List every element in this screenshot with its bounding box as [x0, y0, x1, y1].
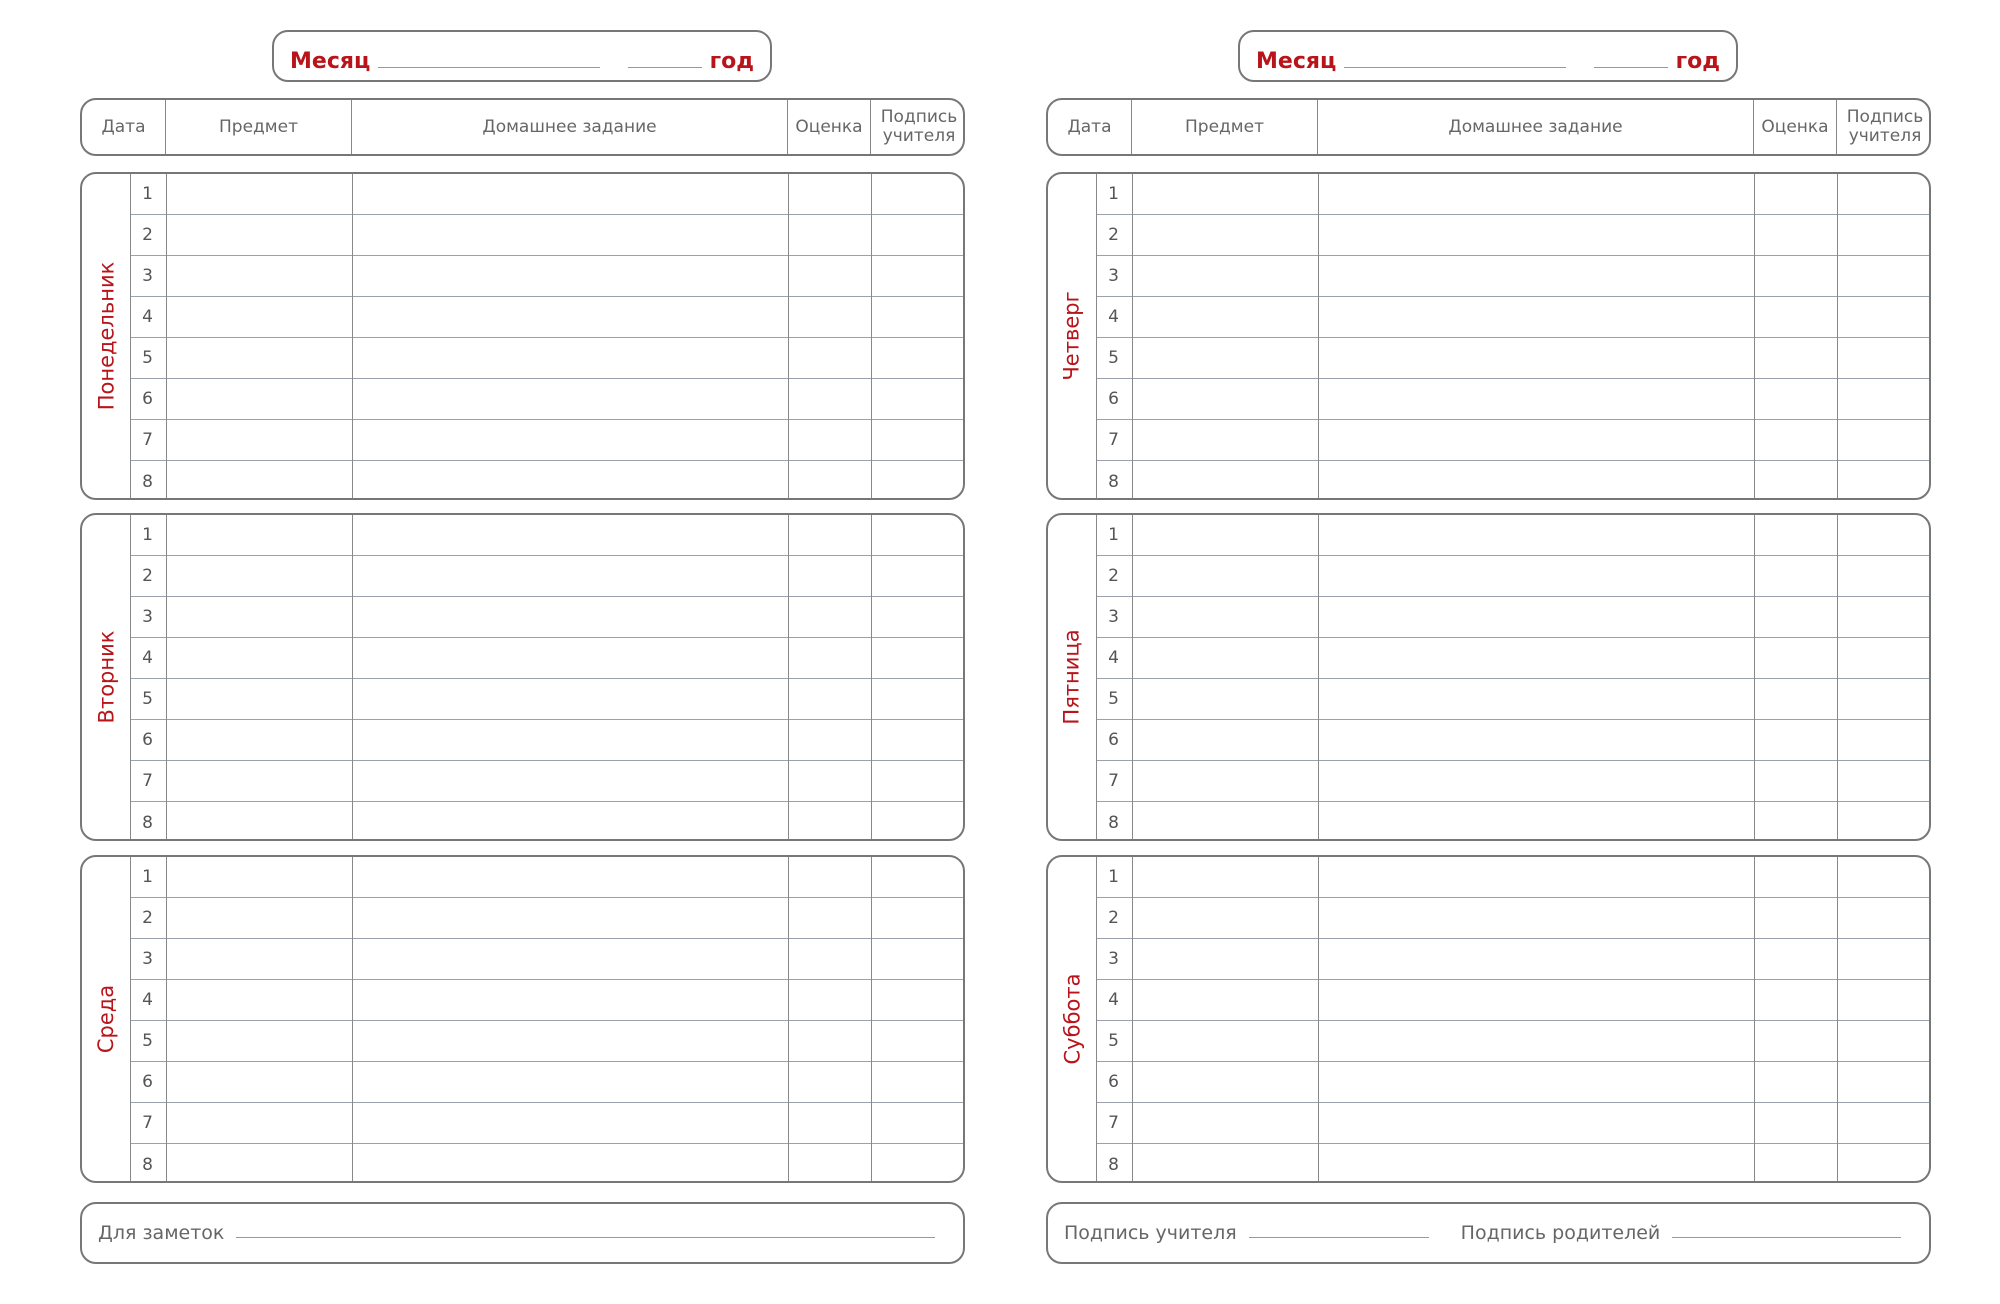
lesson-row[interactable]: [130, 174, 963, 215]
header-homework: Домашнее задание: [352, 100, 788, 154]
lesson-number: 5: [142, 1031, 153, 1051]
lesson-row[interactable]: [130, 761, 963, 802]
lesson-row[interactable]: [1096, 556, 1929, 597]
lesson-row[interactable]: [130, 379, 963, 420]
lesson-number: 2: [142, 908, 153, 928]
day-label: [1048, 857, 1096, 1181]
day-name: Среда: [94, 984, 118, 1054]
grade-column-line: [871, 857, 872, 1181]
subject-column-line: [352, 515, 353, 839]
lesson-number: 7: [1108, 771, 1119, 791]
lesson-row[interactable]: [130, 461, 963, 500]
subject-column-line: [352, 174, 353, 498]
header-date: Дата: [82, 100, 166, 154]
lesson-grid: [1096, 857, 1929, 1181]
lesson-row[interactable]: [130, 338, 963, 379]
lesson-number: 7: [142, 771, 153, 791]
lesson-number: 5: [1108, 348, 1119, 368]
lesson-row[interactable]: [130, 420, 963, 461]
lesson-number: 7: [1108, 430, 1119, 450]
day-block: [80, 855, 965, 1183]
lesson-number: 1: [142, 184, 153, 204]
signatures-box: [1046, 1202, 1931, 1264]
date-column-line: [130, 174, 131, 498]
subject-column-line: [352, 857, 353, 1181]
lesson-row[interactable]: [130, 679, 963, 720]
lesson-row[interactable]: [1096, 1021, 1929, 1062]
lesson-number: 8: [142, 1154, 153, 1175]
year-label: год: [709, 49, 754, 74]
date-column-line: [1096, 515, 1097, 839]
right-page: [1000, 0, 2000, 1304]
day-block: [1046, 172, 1931, 500]
year-input-line[interactable]: [628, 67, 702, 68]
lesson-row[interactable]: [130, 638, 963, 679]
teacher-signature-line[interactable]: [1249, 1237, 1429, 1238]
lesson-row[interactable]: [1096, 461, 1929, 500]
lesson-row[interactable]: [1096, 215, 1929, 256]
date-column-line: [130, 857, 131, 1181]
grade-column-line: [871, 174, 872, 498]
teacher-signature-label: Подпись учителя: [1064, 1222, 1237, 1244]
date-column-line: [130, 515, 131, 839]
lesson-number: 4: [142, 307, 153, 327]
lesson-number: 1: [142, 867, 153, 887]
lesson-number: 5: [142, 348, 153, 368]
lesson-row[interactable]: [1096, 802, 1929, 841]
lesson-number: 5: [1108, 1031, 1119, 1051]
lesson-number: 5: [1108, 689, 1119, 709]
lesson-number: 8: [1108, 1154, 1119, 1175]
year-input-line[interactable]: [1594, 67, 1668, 68]
lesson-row[interactable]: [1096, 720, 1929, 761]
lesson-number: 8: [142, 471, 153, 492]
lesson-row[interactable]: [130, 297, 963, 338]
lesson-number: 8: [1108, 812, 1119, 833]
grade-column-line: [1837, 515, 1838, 839]
lesson-row[interactable]: [130, 898, 963, 939]
homework-column-line: [1754, 174, 1755, 498]
lesson-row[interactable]: [1096, 857, 1929, 898]
day-label: [1048, 174, 1096, 498]
lesson-number: 3: [142, 607, 153, 627]
lesson-row[interactable]: [1096, 1103, 1929, 1144]
lesson-row[interactable]: [130, 720, 963, 761]
header-grade: Оценка: [1754, 100, 1837, 154]
lesson-number: 7: [142, 430, 153, 450]
lesson-row[interactable]: [130, 980, 963, 1021]
lesson-row[interactable]: [130, 256, 963, 297]
lesson-number: 4: [142, 990, 153, 1010]
day-block: [80, 172, 965, 500]
lesson-number: 5: [142, 689, 153, 709]
lesson-row[interactable]: [1096, 898, 1929, 939]
table-header: [80, 98, 965, 156]
lesson-row[interactable]: [1096, 420, 1929, 461]
lesson-number: 3: [1108, 266, 1119, 286]
number-column-line: [166, 857, 167, 1181]
number-column-line: [1132, 174, 1133, 498]
lesson-number: 2: [1108, 225, 1119, 245]
lesson-number: 2: [142, 225, 153, 245]
lesson-number: 6: [1108, 1072, 1119, 1092]
day-name: Понедельник: [94, 261, 118, 411]
lesson-number: 1: [1108, 184, 1119, 204]
date-column-line: [1096, 174, 1097, 498]
lesson-number: 6: [142, 730, 153, 750]
lesson-row[interactable]: [1096, 1062, 1929, 1103]
grade-column-line: [1837, 174, 1838, 498]
lesson-row[interactable]: [1096, 679, 1929, 720]
lesson-number: 4: [1108, 648, 1119, 668]
table-header: [1046, 98, 1931, 156]
header-date: Дата: [1048, 100, 1132, 154]
lesson-grid: [130, 174, 963, 498]
number-column-line: [166, 174, 167, 498]
lesson-number: 1: [1108, 525, 1119, 545]
notes-box: [80, 1202, 965, 1264]
parent-signature-line[interactable]: [1672, 1237, 1901, 1238]
lesson-row[interactable]: [130, 515, 963, 556]
lesson-row[interactable]: [130, 1103, 963, 1144]
lesson-grid: [1096, 515, 1929, 839]
lesson-number: 2: [142, 566, 153, 586]
lesson-number: 4: [1108, 990, 1119, 1010]
lesson-number: 1: [142, 525, 153, 545]
month-input-line[interactable]: [378, 67, 599, 68]
lesson-number: 1: [1108, 867, 1119, 887]
day-name: Вторник: [94, 630, 119, 724]
lesson-number: 6: [1108, 730, 1119, 750]
lesson-number: 6: [142, 1072, 153, 1092]
lesson-row[interactable]: [1096, 515, 1929, 556]
lesson-row[interactable]: [1096, 256, 1929, 297]
subject-column-line: [1318, 857, 1319, 1181]
lesson-row[interactable]: [130, 1021, 963, 1062]
notes-label: Для заметок: [98, 1222, 225, 1244]
grade-column-line: [1837, 857, 1838, 1181]
day-name: Пятница: [1060, 629, 1085, 725]
day-name: Суббота: [1060, 973, 1085, 1065]
lesson-number: 7: [142, 1113, 153, 1133]
lesson-number: 3: [142, 949, 153, 969]
homework-column-line: [1754, 515, 1755, 839]
lesson-row[interactable]: [1096, 379, 1929, 420]
month-input-line[interactable]: [1344, 67, 1565, 68]
lesson-row[interactable]: [130, 556, 963, 597]
day-block: [1046, 513, 1931, 841]
header-subject: Предмет: [166, 100, 352, 154]
month-label: Месяц: [1256, 49, 1337, 74]
lesson-row[interactable]: [130, 597, 963, 638]
lesson-grid: [1096, 174, 1929, 498]
year-label: год: [1675, 49, 1720, 74]
lesson-number: 4: [142, 648, 153, 668]
lesson-row[interactable]: [130, 857, 963, 898]
lesson-number: 2: [1108, 908, 1119, 928]
lesson-row[interactable]: [130, 1062, 963, 1103]
lesson-grid: [130, 515, 963, 839]
lesson-row[interactable]: [130, 1144, 963, 1183]
lesson-number: 3: [1108, 607, 1119, 627]
day-label: [82, 174, 130, 498]
lesson-number: 8: [1108, 471, 1119, 492]
lesson-number: 2: [1108, 566, 1119, 586]
lesson-row[interactable]: [1096, 1144, 1929, 1183]
subject-column-line: [1318, 515, 1319, 839]
month-year-box: [272, 30, 772, 82]
homework-column-line: [788, 857, 789, 1181]
day-label: [1048, 515, 1096, 839]
lesson-row[interactable]: [1096, 597, 1929, 638]
header-teacher-signature: Подпись учителя: [1846, 107, 1924, 146]
lesson-number: 6: [142, 389, 153, 409]
lesson-row[interactable]: [1096, 338, 1929, 379]
day-block: [80, 513, 965, 841]
grade-column-line: [871, 515, 872, 839]
day-label: [82, 857, 130, 1181]
lesson-number: 8: [142, 812, 153, 833]
lesson-row[interactable]: [1096, 939, 1929, 980]
lesson-row[interactable]: [1096, 174, 1929, 215]
number-column-line: [166, 515, 167, 839]
lesson-row[interactable]: [1096, 638, 1929, 679]
lesson-grid: [130, 857, 963, 1181]
lesson-row[interactable]: [130, 939, 963, 980]
month-year-box: [1238, 30, 1738, 82]
number-column-line: [1132, 515, 1133, 839]
lesson-row[interactable]: [130, 215, 963, 256]
lesson-row[interactable]: [1096, 980, 1929, 1021]
month-label: Месяц: [290, 49, 371, 74]
homework-column-line: [788, 515, 789, 839]
header-grade: Оценка: [788, 100, 871, 154]
homework-column-line: [788, 174, 789, 498]
number-column-line: [1132, 857, 1133, 1181]
header-subject: Предмет: [1132, 100, 1318, 154]
notes-input-line[interactable]: [236, 1237, 935, 1238]
lesson-number: 6: [1108, 389, 1119, 409]
lesson-row[interactable]: [130, 802, 963, 841]
header-teacher-signature: Подпись учителя: [880, 107, 958, 146]
lesson-number: 3: [1108, 949, 1119, 969]
subject-column-line: [1318, 174, 1319, 498]
day-label: [82, 515, 130, 839]
header-homework: Домашнее задание: [1318, 100, 1754, 154]
lesson-number: 4: [1108, 307, 1119, 327]
lesson-number: 3: [142, 266, 153, 286]
day-block: [1046, 855, 1931, 1183]
day-name: Четверг: [1060, 291, 1084, 381]
lesson-row[interactable]: [1096, 761, 1929, 802]
lesson-row[interactable]: [1096, 297, 1929, 338]
date-column-line: [1096, 857, 1097, 1181]
homework-column-line: [1754, 857, 1755, 1181]
lesson-number: 7: [1108, 1113, 1119, 1133]
parent-signature-label: Подпись родителей: [1460, 1222, 1661, 1244]
